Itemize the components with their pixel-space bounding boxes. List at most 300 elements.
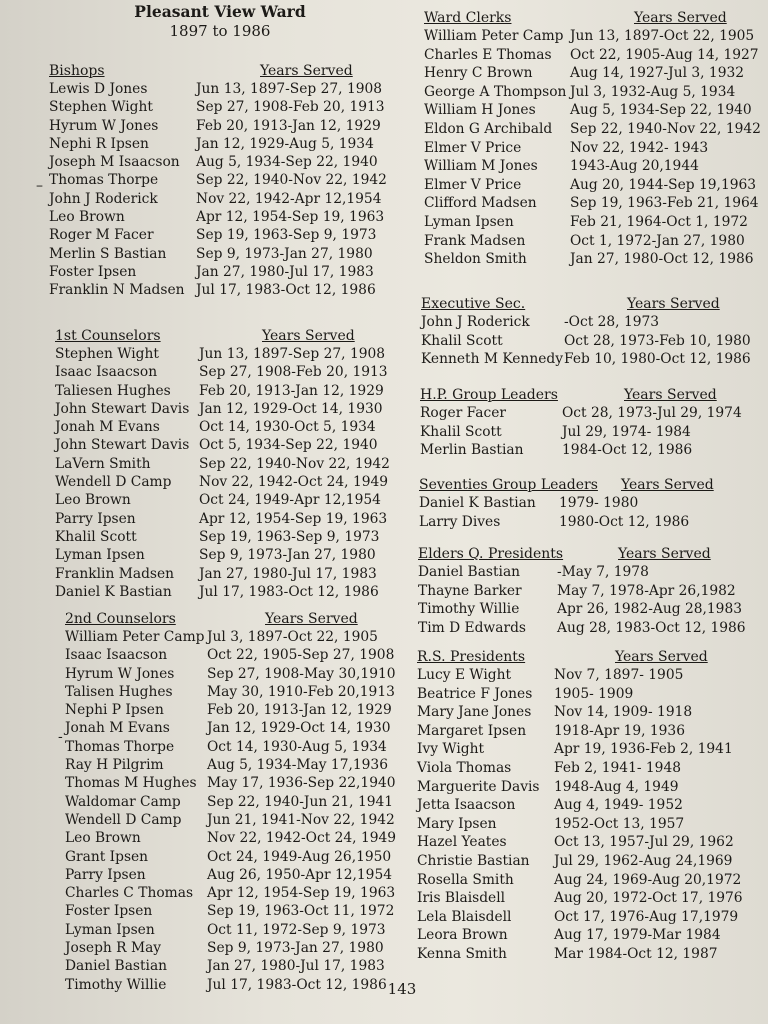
- bishops-section: [49, 62, 409, 300]
- roster-row: [65, 646, 405, 664]
- person-name: Jetta Isaacson: [417, 797, 516, 814]
- service-dates: Apr 26, 1982-Aug 28,1983: [557, 601, 742, 618]
- roster-row: [55, 528, 405, 546]
- person-name: Jonah M Evans: [55, 419, 160, 436]
- roster-row: [55, 491, 405, 509]
- roster-row: [65, 829, 405, 847]
- roster-row: [49, 135, 409, 153]
- roster-row: [417, 889, 766, 908]
- roster-row: [55, 565, 405, 583]
- person-name: Thomas Thorpe: [65, 738, 175, 755]
- person-name: John J Roderick: [49, 190, 158, 207]
- service-dates: 1979- 1980: [559, 495, 639, 511]
- service-dates: Aug 24, 1969-Aug 20,1972: [554, 871, 742, 888]
- margin-dash-mark: -: [58, 729, 63, 745]
- service-dates: Feb 20, 1913-Jan 12, 1929: [207, 702, 392, 719]
- section-title: Elders Q. Presidents: [418, 546, 564, 562]
- service-dates: Apr 12, 1954-Sep 19, 1963: [196, 209, 385, 226]
- person-name: John Stewart Davis: [55, 437, 190, 454]
- service-dates: Jul 17, 1983-Oct 12, 1986: [199, 583, 379, 600]
- roster-row: [417, 796, 766, 815]
- service-dates: Nov 22, 1942-Oct 24, 1949: [199, 474, 389, 491]
- service-dates: Sep 19, 1963-Feb 21, 1964: [570, 195, 759, 212]
- years-served-heading: Years Served: [260, 63, 353, 79]
- roster-row: [418, 619, 766, 638]
- roster-row: [55, 455, 405, 473]
- service-dates: Apr 19, 1936-Feb 2, 1941: [554, 741, 733, 758]
- section-title: 2nd Counselors: [65, 611, 176, 627]
- service-dates: Sep 22, 1940-Jun 21, 1941: [207, 793, 394, 810]
- page-number: 143: [387, 980, 417, 998]
- person-name: John J Roderick: [421, 314, 530, 330]
- roster-row: [49, 153, 409, 171]
- roster-row: [420, 423, 766, 442]
- service-dates: Feb 10, 1980-Oct 12, 1986: [564, 351, 751, 368]
- section-heading: [417, 648, 766, 666]
- section-heading: [421, 295, 766, 313]
- roster-row: [417, 759, 766, 778]
- roster-row: [65, 921, 405, 939]
- service-dates: Aug 20, 1944-Sep 19,1963: [570, 176, 757, 193]
- service-dates: Sep 19, 1963-Oct 11, 1972: [207, 903, 395, 920]
- person-name: Larry Dives: [419, 513, 501, 530]
- person-name: Rosella Smith: [417, 871, 514, 888]
- section-title: Bishops: [49, 63, 105, 79]
- roster-row: [65, 774, 405, 792]
- person-name: Merlin S Bastian: [49, 245, 167, 262]
- person-name: Sheldon Smith: [424, 251, 527, 268]
- person-name: Kenna Smith: [417, 945, 507, 962]
- person-name: Isaac Isaacson: [65, 647, 168, 664]
- roster-row: [420, 404, 766, 423]
- roster-row: [65, 848, 405, 866]
- roster-row: [55, 546, 405, 564]
- roster-row: [418, 582, 766, 601]
- service-dates: Feb 20, 1913-Jan 12, 1929: [199, 382, 384, 399]
- person-name: Wendell D Camp: [65, 811, 182, 828]
- service-dates: Apr 12, 1954-Sep 19, 1963: [207, 885, 396, 902]
- person-name: Clifford Madsen: [424, 195, 537, 212]
- roster-row: [417, 740, 766, 759]
- roster-row: [65, 976, 405, 994]
- service-dates: Aug 17, 1979-Mar 1984: [554, 927, 721, 944]
- roster-row: [417, 666, 766, 685]
- person-name: Timothy Willie: [418, 601, 520, 618]
- service-dates: Oct 14, 1930-Oct 5, 1934: [199, 419, 376, 436]
- service-dates: Jul 3, 1897-Oct 22, 1905: [207, 629, 378, 645]
- roster-row: [49, 281, 409, 299]
- margin-dash-mark: –: [36, 178, 43, 194]
- service-dates: May 17, 1936-Sep 22,1940: [207, 775, 396, 792]
- roster-row: [417, 945, 766, 964]
- roster-row: [55, 418, 405, 436]
- section-heading: [420, 386, 766, 404]
- person-name: Eldon G Archibald: [424, 120, 553, 137]
- service-dates: Oct 11, 1972-Sep 9, 1973: [207, 921, 386, 938]
- person-name: Daniel K Bastian: [55, 583, 172, 600]
- person-name: LaVern Smith: [55, 455, 151, 472]
- roster-row: [55, 583, 405, 601]
- roster-row: [65, 756, 405, 774]
- years-served-heading: Years Served: [627, 296, 720, 312]
- service-dates: Jan 12, 1929-Oct 14, 1930: [207, 720, 391, 737]
- years-served-heading: Years Served: [618, 546, 711, 562]
- roster-row: [65, 957, 405, 975]
- section-heading: [49, 62, 409, 80]
- roster-row: [418, 600, 766, 619]
- years-served-heading: Years Served: [624, 387, 717, 403]
- person-name: Leo Brown: [49, 209, 125, 226]
- roster-row: [55, 510, 405, 528]
- roster-row: [65, 738, 405, 756]
- roster-row: [65, 902, 405, 920]
- first-counselors-section: [55, 327, 405, 601]
- service-dates: Jul 17, 1983-Oct 12, 1986: [196, 282, 376, 299]
- service-dates: Sep 27, 1908-Feb 20, 1913: [196, 99, 385, 116]
- service-dates: Oct 22, 1905-Aug 14, 1927: [570, 46, 759, 63]
- person-name: Thayne Barker: [418, 582, 522, 599]
- person-name: Taliesen Hughes: [55, 382, 171, 399]
- service-dates: May 7, 1978-Apr 26,1982: [557, 582, 736, 599]
- service-dates: Aug 26, 1950-Apr 12,1954: [207, 866, 392, 883]
- person-name: Roger M Facer: [49, 227, 154, 244]
- person-name: William Peter Camp: [424, 28, 564, 44]
- service-dates: Oct 22, 1905-Sep 27, 1908: [207, 647, 395, 664]
- roster-row: [55, 345, 405, 363]
- roster-row: [55, 473, 405, 491]
- person-name: Elmer V Price: [424, 139, 522, 156]
- person-name: Foster Ipsen: [49, 263, 137, 280]
- roster-row: [65, 939, 405, 957]
- person-name: William Peter Camp: [65, 629, 205, 645]
- person-name: Nephi P Ipsen: [65, 702, 164, 719]
- service-dates: 1948-Aug 4, 1949: [554, 778, 679, 795]
- section-heading: [55, 327, 405, 345]
- service-dates: Jan 27, 1980-Oct 12, 1986: [570, 251, 754, 268]
- roster-row: [417, 908, 766, 927]
- person-name: Mary Ipsen: [417, 815, 497, 832]
- roster-row: [49, 80, 409, 98]
- person-name: Joseph M Isaacson: [49, 154, 180, 171]
- roster-row: [417, 722, 766, 741]
- roster-row: [49, 245, 409, 263]
- second-counselors-section: [65, 610, 405, 994]
- roster-row: [49, 226, 409, 244]
- executive-sec-section: [421, 295, 766, 369]
- elders-q-presidents-section: [418, 545, 766, 637]
- roster-row: [65, 884, 405, 902]
- person-name: Hyrum W Jones: [49, 117, 159, 134]
- service-dates: Jan 12, 1929-Oct 14, 1930: [199, 400, 383, 417]
- roster-row: [65, 866, 405, 884]
- person-name: Hyrum W Jones: [65, 665, 175, 682]
- person-name: Charles C Thomas: [65, 885, 194, 902]
- service-dates: Apr 12, 1954-Sep 19, 1963: [199, 510, 388, 527]
- person-name: Elmer V Price: [424, 176, 522, 193]
- service-dates: Nov 22, 1942-Apr 12,1954: [196, 190, 382, 207]
- years-served-heading: Years Served: [634, 10, 727, 26]
- service-dates: Aug 5, 1934-May 17,1936: [207, 757, 388, 774]
- service-dates: Oct 13, 1957-Jul 29, 1962: [554, 834, 734, 851]
- roster-row: [49, 171, 409, 189]
- service-dates: Aug 4, 1949- 1952: [554, 797, 683, 814]
- roster-row: [49, 263, 409, 281]
- seventies-group-leaders-section: [419, 476, 766, 531]
- service-dates: Jun 21, 1941-Nov 22, 1942: [207, 811, 395, 828]
- person-name: Ivy Wight: [417, 741, 485, 758]
- roster-row: [424, 101, 768, 120]
- service-dates: Jan 27, 1980-Jul 17, 1983: [207, 958, 385, 975]
- person-name: Jonah M Evans: [65, 720, 170, 737]
- person-name: Thomas M Hughes: [65, 775, 197, 792]
- service-dates: Oct 24, 1949-Apr 12,1954: [199, 492, 381, 509]
- service-dates: Nov 22, 1942-Oct 24, 1949: [207, 830, 397, 847]
- person-name: Stephen Wight: [49, 99, 153, 116]
- person-name: Lucy E Wight: [417, 667, 512, 683]
- roster-row: [419, 513, 766, 532]
- person-name: Khalil Scott: [55, 528, 137, 545]
- roster-row: [424, 213, 768, 232]
- service-dates: Aug 20, 1972-Oct 17, 1976: [554, 890, 743, 907]
- person-name: Talisen Hughes: [65, 683, 173, 700]
- service-dates: Oct 1, 1972-Jan 27, 1980: [570, 232, 745, 249]
- person-name: Mary Jane Jones: [417, 704, 532, 721]
- roster-row: [65, 793, 405, 811]
- section-title: H.P. Group Leaders: [420, 387, 558, 403]
- roster-row: [65, 665, 405, 683]
- person-name: Lewis D Jones: [49, 81, 148, 97]
- section-heading: [419, 476, 766, 494]
- service-dates: -May 7, 1978: [557, 564, 649, 580]
- service-dates: Aug 14, 1927-Jul 3, 1932: [570, 65, 745, 82]
- roster-row: [55, 382, 405, 400]
- service-dates: 1984-Oct 12, 1986: [562, 442, 693, 459]
- person-name: Daniel Bastian: [65, 958, 168, 975]
- person-name: Margaret Ipsen: [417, 722, 527, 739]
- person-name: Daniel K Bastian: [419, 495, 536, 511]
- section-heading: [424, 9, 768, 27]
- person-name: Foster Ipsen: [65, 903, 153, 920]
- service-dates: Nov 22, 1942- 1943: [570, 139, 709, 156]
- roster-row: [417, 833, 766, 852]
- section-title: 1st Counselors: [55, 328, 161, 344]
- service-dates: 1918-Apr 19, 1936: [554, 722, 685, 739]
- roster-row: [424, 83, 768, 102]
- roster-row: [417, 685, 766, 704]
- section-title: Seventies Group Leaders: [419, 477, 598, 493]
- service-dates: Sep 22, 1940-Nov 22, 1942: [199, 455, 390, 472]
- ward-clerks-section: [424, 9, 768, 269]
- service-dates: -Oct 28, 1973: [564, 314, 660, 330]
- person-name: Waldomar Camp: [65, 793, 181, 810]
- section-title: Ward Clerks: [424, 10, 512, 26]
- service-dates: Jul 17, 1983-Oct 12, 1986: [207, 976, 387, 993]
- roster-row: [418, 563, 766, 582]
- service-dates: Jan 27, 1980-Jul 17, 1983: [199, 565, 377, 582]
- roster-row: [420, 441, 766, 460]
- service-dates: 1980-Oct 12, 1986: [559, 513, 690, 530]
- person-name: Beatrice F Jones: [417, 685, 533, 702]
- person-name: Grant Ipsen: [65, 848, 149, 865]
- service-dates: Sep 22, 1940-Nov 22, 1942: [570, 120, 761, 137]
- service-dates: Oct 24, 1949-Aug 26,1950: [207, 848, 392, 865]
- roster-row: [417, 815, 766, 834]
- roster-row: [417, 871, 766, 890]
- person-name: Leo Brown: [65, 830, 141, 847]
- roster-row: [424, 46, 768, 65]
- years-served-heading: Years Served: [621, 477, 714, 493]
- roster-row: [49, 98, 409, 116]
- years-served-heading: Years Served: [262, 328, 355, 344]
- service-dates: 1943-Aug 20,1944: [570, 158, 699, 175]
- roster-row: [424, 64, 768, 83]
- person-name: Frank Madsen: [424, 232, 526, 249]
- roster-row: [65, 719, 405, 737]
- service-dates: Oct 28, 1973-Jul 29, 1974: [562, 405, 742, 421]
- years-served-heading: Years Served: [615, 649, 708, 665]
- service-dates: Aug 5, 1934-Sep 22, 1940: [570, 102, 752, 119]
- person-name: Stephen Wight: [55, 346, 159, 362]
- person-name: Joseph R May: [65, 940, 162, 957]
- section-heading: [418, 545, 766, 563]
- person-name: Parry Ipsen: [55, 510, 136, 527]
- page-subtitle: 1897 to 1986: [169, 22, 271, 40]
- service-dates: Feb 20, 1913-Jan 12, 1929: [196, 117, 381, 134]
- roster-row: [417, 703, 766, 722]
- service-dates: Feb 2, 1941- 1948: [554, 759, 682, 776]
- rs-presidents-section: [417, 648, 766, 964]
- service-dates: Jun 13, 1897-Oct 22, 1905: [570, 28, 755, 44]
- roster-row: [424, 139, 768, 158]
- person-name: Franklin N Madsen: [49, 282, 185, 299]
- service-dates: Feb 21, 1964-Oct 1, 1972: [570, 213, 748, 230]
- person-name: Lyman Ipsen: [424, 213, 514, 230]
- service-dates: Jun 13, 1897-Sep 27, 1908: [199, 346, 386, 362]
- service-dates: Nov 7, 1897- 1905: [554, 667, 684, 683]
- service-dates: Jan 27, 1980-Jul 17, 1983: [196, 263, 374, 280]
- person-name: Leo Brown: [55, 492, 131, 509]
- person-name: Christie Bastian: [417, 852, 530, 869]
- roster-row: [424, 232, 768, 251]
- roster-row: [65, 701, 405, 719]
- service-dates: Sep 22, 1940-Nov 22, 1942: [196, 172, 387, 189]
- service-dates: Oct 5, 1934-Sep 22, 1940: [199, 437, 378, 454]
- service-dates: Oct 28, 1973-Feb 10, 1980: [564, 332, 751, 349]
- person-name: Tim D Edwards: [418, 619, 526, 636]
- service-dates: Jun 13, 1897-Sep 27, 1908: [196, 81, 383, 97]
- section-heading: [65, 610, 405, 628]
- service-dates: 1952-Oct 13, 1957: [554, 815, 685, 832]
- person-name: Charles E Thomas: [424, 46, 552, 63]
- service-dates: May 30, 1910-Feb 20,1913: [207, 683, 395, 700]
- service-dates: Sep 9, 1973-Jan 27, 1980: [196, 245, 373, 262]
- person-name: Iris Blaisdell: [417, 890, 506, 907]
- person-name: Khalil Scott: [421, 332, 503, 349]
- service-dates: Aug 5, 1934-Sep 22, 1940: [196, 154, 378, 171]
- person-name: Marguerite Davis: [417, 778, 540, 795]
- service-dates: Mar 1984-Oct 12, 1987: [554, 945, 718, 962]
- roster-row: [424, 157, 768, 176]
- roster-row: [421, 332, 766, 351]
- person-name: Lela Blaisdell: [417, 908, 512, 925]
- roster-row: [65, 628, 405, 646]
- person-name: Lyman Ipsen: [55, 547, 145, 564]
- service-dates: Jan 12, 1929-Aug 5, 1934: [196, 135, 374, 152]
- roster-row: [424, 176, 768, 195]
- person-name: Kenneth M Kennedy: [421, 351, 564, 368]
- person-name: Thomas Thorpe: [49, 172, 159, 189]
- roster-row: [49, 190, 409, 208]
- roster-row: [55, 363, 405, 381]
- service-dates: Sep 19, 1963-Sep 9, 1973: [199, 528, 380, 545]
- service-dates: Jul 3, 1932-Aug 5, 1934: [570, 83, 736, 100]
- roster-row: [49, 208, 409, 226]
- person-name: Khalil Scott: [420, 423, 502, 440]
- service-dates: Sep 27, 1908-Feb 20, 1913: [199, 364, 388, 381]
- person-name: Ray H Pilgrim: [65, 757, 164, 774]
- service-dates: Sep 27, 1908-May 30,1910: [207, 665, 396, 682]
- roster-row: [417, 852, 766, 871]
- person-name: Timothy Willie: [65, 976, 167, 993]
- service-dates: Sep 9, 1973-Jan 27, 1980: [207, 940, 384, 957]
- service-dates: Jul 29, 1962-Aug 24,1969: [554, 852, 733, 869]
- years-served-heading: Years Served: [265, 611, 358, 627]
- service-dates: Oct 17, 1976-Aug 17,1979: [554, 908, 739, 925]
- roster-row: [424, 27, 768, 46]
- person-name: Merlin Bastian: [420, 442, 524, 459]
- service-dates: Jul 29, 1974- 1984: [562, 423, 691, 440]
- hp-group-leaders-section: [420, 386, 766, 460]
- roster-row: [55, 400, 405, 418]
- service-dates: Oct 14, 1930-Aug 5, 1934: [207, 738, 387, 755]
- roster-row: [421, 313, 766, 332]
- roster-row: [417, 778, 766, 797]
- roster-row: [421, 350, 766, 369]
- roster-row: [65, 683, 405, 701]
- person-name: Isaac Isaacson: [55, 364, 158, 381]
- person-name: George A Thompson: [424, 83, 567, 100]
- person-name: Nephi R Ipsen: [49, 135, 149, 152]
- person-name: Henry C Brown: [424, 65, 533, 82]
- roster-row: [424, 120, 768, 139]
- page-title: Pleasant View Ward: [134, 2, 306, 21]
- title-block: [105, 2, 335, 40]
- roster-row: [55, 436, 405, 454]
- service-dates: Nov 14, 1909- 1918: [554, 704, 693, 721]
- person-name: Franklin Madsen: [55, 565, 175, 582]
- service-dates: 1905- 1909: [554, 685, 634, 702]
- service-dates: Sep 19, 1963-Sep 9, 1973: [196, 227, 377, 244]
- person-name: Wendell D Camp: [55, 474, 172, 491]
- roster-row: [419, 494, 766, 513]
- person-name: Lyman Ipsen: [65, 921, 155, 938]
- section-title: Executive Sec.: [421, 296, 526, 312]
- section-title: R.S. Presidents: [417, 649, 526, 665]
- roster-row: [424, 194, 768, 213]
- person-name: Viola Thomas: [417, 759, 512, 776]
- person-name: Daniel Bastian: [418, 564, 521, 580]
- person-name: Hazel Yeates: [417, 834, 507, 851]
- person-name: Parry Ipsen: [65, 866, 146, 883]
- service-dates: Aug 28, 1983-Oct 12, 1986: [557, 619, 746, 636]
- roster-row: [65, 811, 405, 829]
- roster-row: [424, 250, 768, 269]
- person-name: Leora Brown: [417, 927, 508, 944]
- person-name: William H Jones: [424, 102, 536, 119]
- person-name: Roger Facer: [420, 405, 507, 421]
- person-name: William M Jones: [424, 158, 538, 175]
- roster-row: [49, 117, 409, 135]
